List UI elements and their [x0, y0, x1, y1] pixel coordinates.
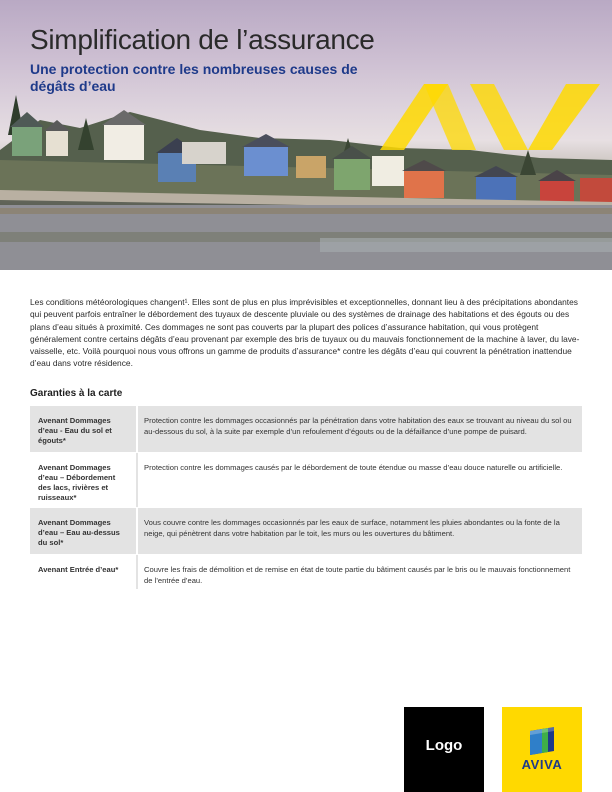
- coverage-row: [30, 555, 582, 590]
- coverage-description: Couvre les frais de démolition et de remise en état de toute partie du bâtiment causés par le bris ou le mauvais fonctionnement de l’entrée d’eau.: [144, 565, 571, 585]
- aviva-flag-icon: [502, 707, 582, 792]
- coverage-table: [30, 406, 582, 590]
- hero-image: [0, 0, 612, 270]
- coverage-name: Avenant Dommages d’eau – Débordement des lacs, rivières et ruisseaux*: [30, 453, 138, 507]
- coverage-name: Avenant Dommages d’eau – Eau au-dessus du sol*: [30, 508, 138, 554]
- coverage-description: Vous couvre contre les dommages occasionnés par les eaux de surface, notamment les pluies abondantes ou la fonte de la neige, qui pénètrent dans votre habitation par le toit, les murs ou les ouvertures du bâtiment.: [144, 518, 560, 538]
- coverage-name: Avenant Dommages d’eau - Eau du sol et égouts*: [30, 406, 138, 452]
- intro-paragraph: Les conditions météorologiques changent¹. Elles sont de plus en plus imprévisibles et exceptionnelles, donnant lieu à des précipitations abondantes qui peuvent parfois entraîner le débordement des tuyaux de descente pluviale ou des systèmes de drainage des habitations et des égouts ou des plans d’eau situés à proximité. Ces dommages ne sont pas couverts par la plupart des polices d’assurance habitation, qui vous protègent généralement contre certains dégâts d’eau provenant par exemple des bris de tuyaux ou du mauvais fonctionnement de la machine à laver, du lave-vaisselle, etc. Voilà pourquoi nous vous offrons un gamme de produits d’assurance* contre les dégâts d’eau qui couvrent la pénétration inattendue d’eau dans votre résidence.: [30, 297, 580, 369]
- page-subtitle: Une protection contre les nombreuses causes de dégâts d’eau: [30, 61, 358, 94]
- coverage-heading: Garanties à la carte: [30, 388, 123, 399]
- logo-placeholder-text: Logo: [425, 737, 463, 754]
- coverage-name: Avenant Entrée d’eau*: [30, 555, 138, 589]
- aviva-wordmark: AVIVA: [521, 757, 563, 772]
- aviva-logo: [502, 707, 582, 792]
- coverage-row: [30, 508, 582, 555]
- page-title: Simplification de l’assurance: [30, 24, 375, 55]
- coverage-row: [30, 453, 582, 508]
- coverage-description: Protection contre les dommages occasionnés par la pénétration dans votre habitation des eaux se trouvant au niveau du sol ou au-dessous du sol, à la suite par exemple d’un refoulement d’égouts ou de la défaillance d’une pompe de puisard.: [144, 416, 572, 436]
- coverage-row: [30, 406, 582, 453]
- coverage-description: Protection contre les dommages causés par le débordement de toute étendue ou masse d’eau douce naturelle ou artificielle.: [144, 463, 563, 472]
- partner-logo-placeholder: [404, 707, 484, 792]
